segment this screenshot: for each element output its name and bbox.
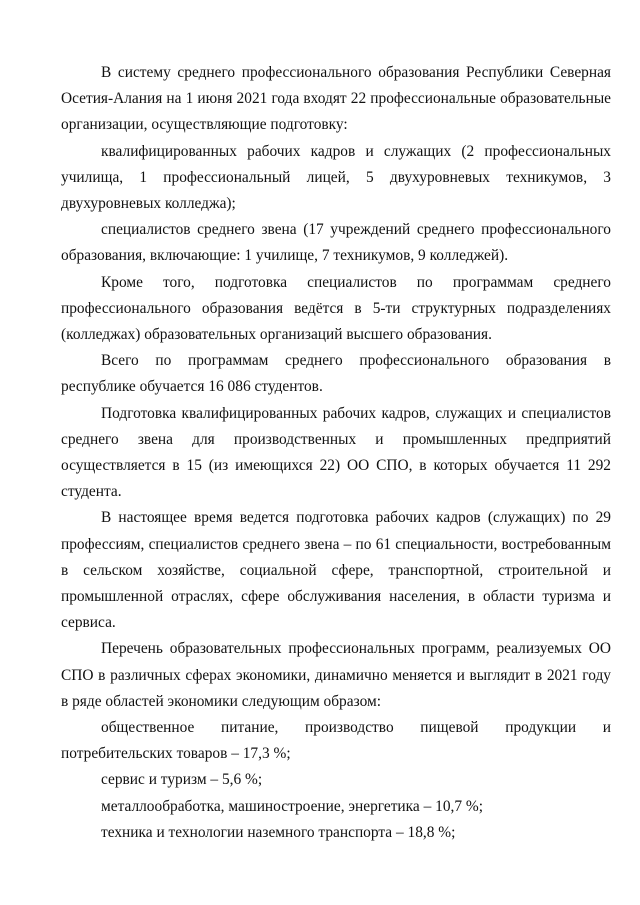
list-item-service-tourism: сервис и туризм – 5,6 %; — [101, 771, 263, 789]
paragraph-professions-specialties: В настоящее время ведется подготовка рабочих кадров (служащих) по 29 профессиям, специалистов среднего звена – по 61 специальности, востребованным в сельском хозяйстве, социальной сфере, транспортной, строительной и промышленной отраслях, сфере обслуживания населения, в области туризма и сервиса. — [61, 509, 611, 632]
list-item-food-production: общественное питание, производство пищевой продукции и потребительских товаров – 17,3 %; — [61, 719, 611, 763]
paragraph-higher-ed-subdivisions: Кроме того, подготовка специалистов по программам среднего профессионального образования ведётся в 5-ти структурных подразделениях (колледжах) образовательных организаций высшего образования. — [61, 273, 611, 344]
paragraph-total-students: Всего по программам среднего профессионального образования в республике обучается 16 086 студентов. — [61, 352, 611, 396]
list-item-metalworking-energy: металлообработка, машиностроение, энергетика – 10,7 %; — [101, 797, 484, 815]
paragraph-qualified-workers: квалифицированных рабочих кадров и служащих (2 профессиональных училища, 1 профессиональный лицей, 5 двухуровневых техникумов, 3 двухуровневых колледжа); — [61, 142, 611, 213]
paragraph-program-list-intro: Перечень образовательных профессиональных программ, реализуемых ОО СПО в различных сферах экономики, динамично меняется и выглядит в 2021 году в ряде областей экономики следующим образом: — [61, 640, 611, 710]
paragraph-industrial-training: Подготовка квалифицированных рабочих кадров, служащих и специалистов среднего звена для производственных и промышленных предприятий осуществляется в 15 (из имеющихся 22) ОО СПО, в которых обучается 11 292 студента. — [61, 404, 611, 501]
document-page — [61, 60, 611, 846]
paragraph-mid-level-specialists: специалистов среднего звена (17 учреждений среднего профессионального образования, включающие: 1 училище, 7 техникумов, 9 колледжей). — [61, 221, 611, 265]
paragraph-spo-system-intro: В систему среднего профессионального образования Республики Северная Осетия-Алания на 1 июня 2021 года входят 22 профессиональные образовательные организации, осуществляющие подготовку: — [61, 64, 611, 134]
list-item-land-transport: техника и технологии наземного транспорта – 18,8 %; — [101, 823, 456, 841]
